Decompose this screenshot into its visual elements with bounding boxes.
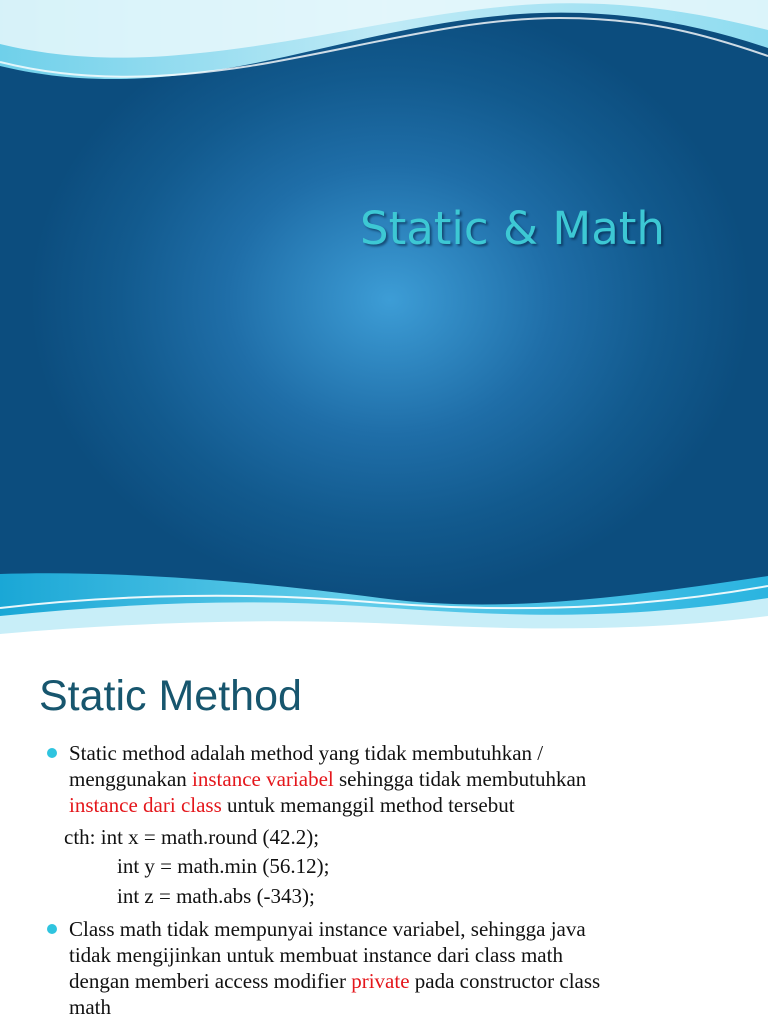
text-segment: sehingga tidak membutuhkan	[333, 767, 587, 791]
bottom-wave-decoration	[0, 568, 768, 648]
text-segment: tidak mengijinkan untuk membuat instance dari class math	[69, 943, 563, 967]
code-line-3: int z = math.abs (-343);	[117, 884, 315, 908]
text-segment: menggunakan	[69, 767, 193, 791]
highlight-text: instance variabel	[192, 767, 334, 791]
slide-heading: Static Method	[39, 672, 302, 720]
bullet-static-method-definition	[69, 740, 759, 818]
slide-title: Static & Math	[360, 202, 665, 255]
text-segment: Class math tidak mempunyai instance variabel, sehingga java	[69, 917, 586, 941]
highlight-text: instance dari class	[69, 793, 222, 817]
bullet-dot-icon	[47, 748, 57, 758]
code-line-1: cth: int x = math.round (42.2);	[64, 825, 320, 849]
text-segment: math	[69, 995, 111, 1019]
text-segment: untuk memanggil method tersebut	[221, 793, 515, 817]
text-segment: pada constructor class	[409, 969, 601, 993]
code-line-2: int y = math.min (56.12);	[117, 854, 330, 878]
content-slide	[0, 648, 768, 1024]
top-wave-decoration	[0, 0, 768, 92]
bullet-dot-icon	[47, 924, 57, 934]
bullet-class-math	[69, 916, 759, 1020]
highlight-text: private	[351, 969, 410, 993]
text-segment: dengan memberi access modifier	[69, 969, 352, 993]
text-segment: Static method adalah method yang tidak membutuhkan /	[69, 741, 544, 765]
